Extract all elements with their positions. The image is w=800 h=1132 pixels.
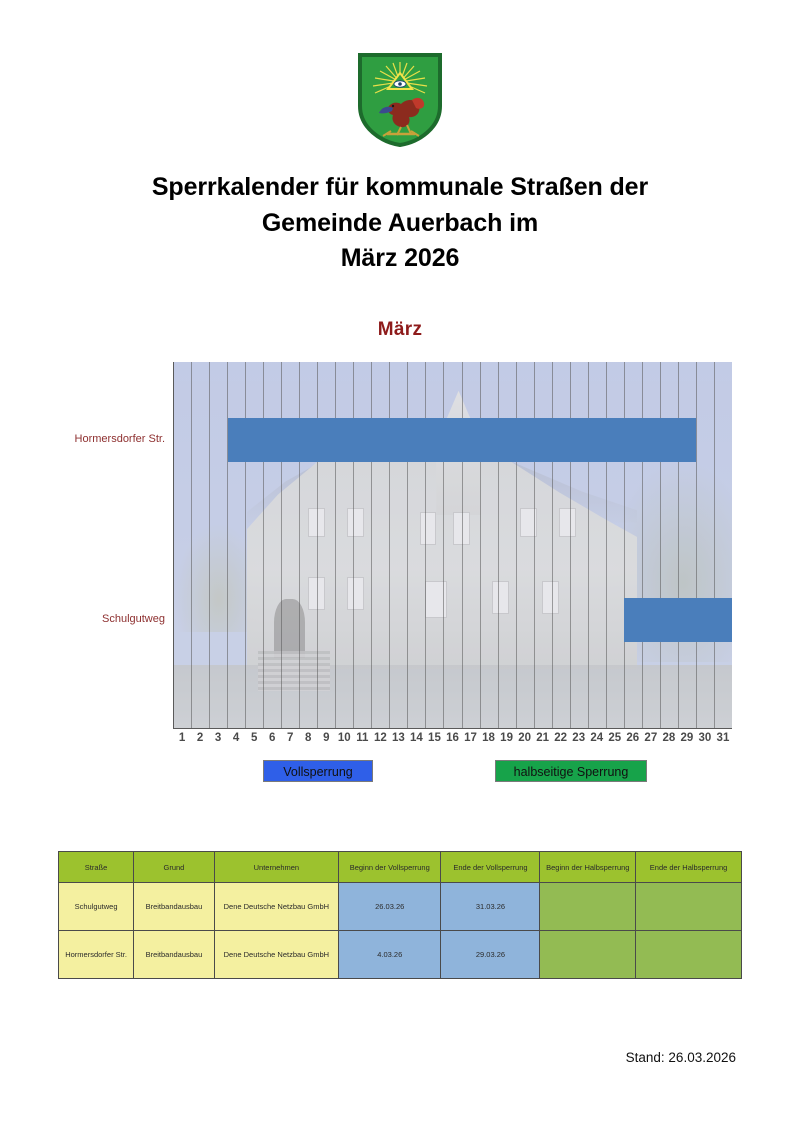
- title-line-1: Sperrkalender für kommunale Straßen der: [151, 173, 649, 201]
- x-tick: 22: [554, 731, 568, 744]
- x-tick: 30: [698, 731, 712, 744]
- x-tick: 3: [214, 731, 222, 744]
- x-tick: 4: [232, 731, 240, 744]
- x-tick: 21: [536, 731, 550, 744]
- column-header-ende-vollsperrung: Ende der Vollsperrung: [441, 852, 540, 883]
- chart-plot-area: [173, 362, 732, 729]
- x-tick: 19: [500, 731, 513, 744]
- cell-unternehmen: Dene Deutsche Netzbau GmbH: [214, 883, 338, 931]
- x-tick: 31: [716, 731, 730, 744]
- x-tick: 14: [410, 731, 423, 744]
- cell-ende-vollsperrung: 29.03.26: [441, 931, 540, 979]
- x-tick: 10: [337, 731, 351, 744]
- x-tick: 16: [446, 731, 459, 744]
- cell-beginn-halbsperrung: [540, 883, 636, 931]
- x-tick: 17: [464, 731, 477, 744]
- x-tick: 25: [608, 731, 622, 744]
- y-axis-label-schulgutweg: Schulgutweg: [102, 612, 165, 625]
- cell-beginn-halbsperrung: [540, 931, 636, 979]
- cell-grund: Breitbandausbau: [134, 883, 215, 931]
- chart-y-axis: [55, 362, 169, 729]
- column-header-unternehmen: Unternehmen: [214, 852, 338, 883]
- x-tick: 15: [428, 731, 441, 744]
- sperrkalender-chart: [55, 305, 745, 805]
- bar-schulgutweg-vollsperrung: [624, 598, 732, 642]
- column-header-strasse: Straße: [59, 852, 134, 883]
- chart-gridlines: [174, 362, 732, 728]
- x-tick: 13: [391, 731, 405, 744]
- stand-date: Stand: 26.03.2026: [625, 1050, 736, 1065]
- sperrungen-table-container: [58, 851, 742, 979]
- cell-ende-halbsperrung: [636, 883, 742, 931]
- title-line-2: Gemeinde Auerbach im: [261, 208, 539, 237]
- legend-item-vollsperrung: Vollsperrung: [263, 760, 373, 782]
- x-tick: 1: [178, 731, 186, 744]
- page-title: [0, 170, 800, 277]
- chart-title: März: [377, 318, 423, 340]
- y-axis-label-hormersdorfer-str: Hormersdorfer Str.: [74, 432, 165, 445]
- chart-x-axis: [173, 732, 732, 744]
- cell-strasse: Hormersdorfer Str.: [59, 931, 134, 979]
- table-row: [59, 883, 742, 931]
- x-tick: 18: [482, 731, 495, 744]
- x-tick: 9: [323, 731, 330, 744]
- x-tick: 7: [287, 731, 294, 744]
- x-tick: 5: [250, 731, 258, 744]
- table-row: [59, 931, 742, 979]
- chart-legend: [173, 760, 732, 790]
- cell-ende-halbsperrung: [636, 931, 742, 979]
- bar-hormersdorfer-str-vollsperrung: [228, 418, 696, 462]
- x-tick: 24: [590, 731, 604, 744]
- cell-unternehmen: Dene Deutsche Netzbau GmbH: [214, 931, 338, 979]
- sperrungen-table: [58, 851, 742, 979]
- x-tick: 26: [626, 731, 640, 744]
- cell-beginn-vollsperrung: 4.03.26: [339, 931, 441, 979]
- cell-grund: Breitbandausbau: [134, 931, 215, 979]
- crest-container: [0, 0, 800, 148]
- column-header-ende-halbsperrung: Ende der Halbsperrung: [636, 852, 742, 883]
- table-header-row: [59, 852, 742, 883]
- column-header-beginn-halbsperrung: Beginn der Halbsperrung: [540, 852, 636, 883]
- x-tick: 8: [305, 731, 312, 744]
- x-tick: 12: [373, 731, 387, 744]
- x-tick: 28: [662, 731, 676, 744]
- x-tick: 11: [356, 731, 369, 744]
- cell-strasse: Schulgutweg: [59, 883, 134, 931]
- legend-item-halbseitige-sperrung: halbseitige Sperrung: [495, 760, 647, 782]
- x-tick: 20: [518, 731, 531, 744]
- column-header-beginn-vollsperrung: Beginn der Vollsperrung: [339, 852, 441, 883]
- cell-ende-vollsperrung: 31.03.26: [441, 883, 540, 931]
- cell-beginn-vollsperrung: 26.03.26: [339, 883, 441, 931]
- x-tick: 6: [268, 731, 276, 744]
- x-tick: 27: [644, 731, 658, 744]
- x-tick: 2: [196, 731, 204, 744]
- title-line-3: März 2026: [340, 244, 460, 272]
- x-tick: 29: [680, 731, 694, 744]
- column-header-grund: Grund: [134, 852, 215, 883]
- x-tick: 23: [572, 731, 586, 744]
- coat-of-arms-icon: [357, 52, 443, 148]
